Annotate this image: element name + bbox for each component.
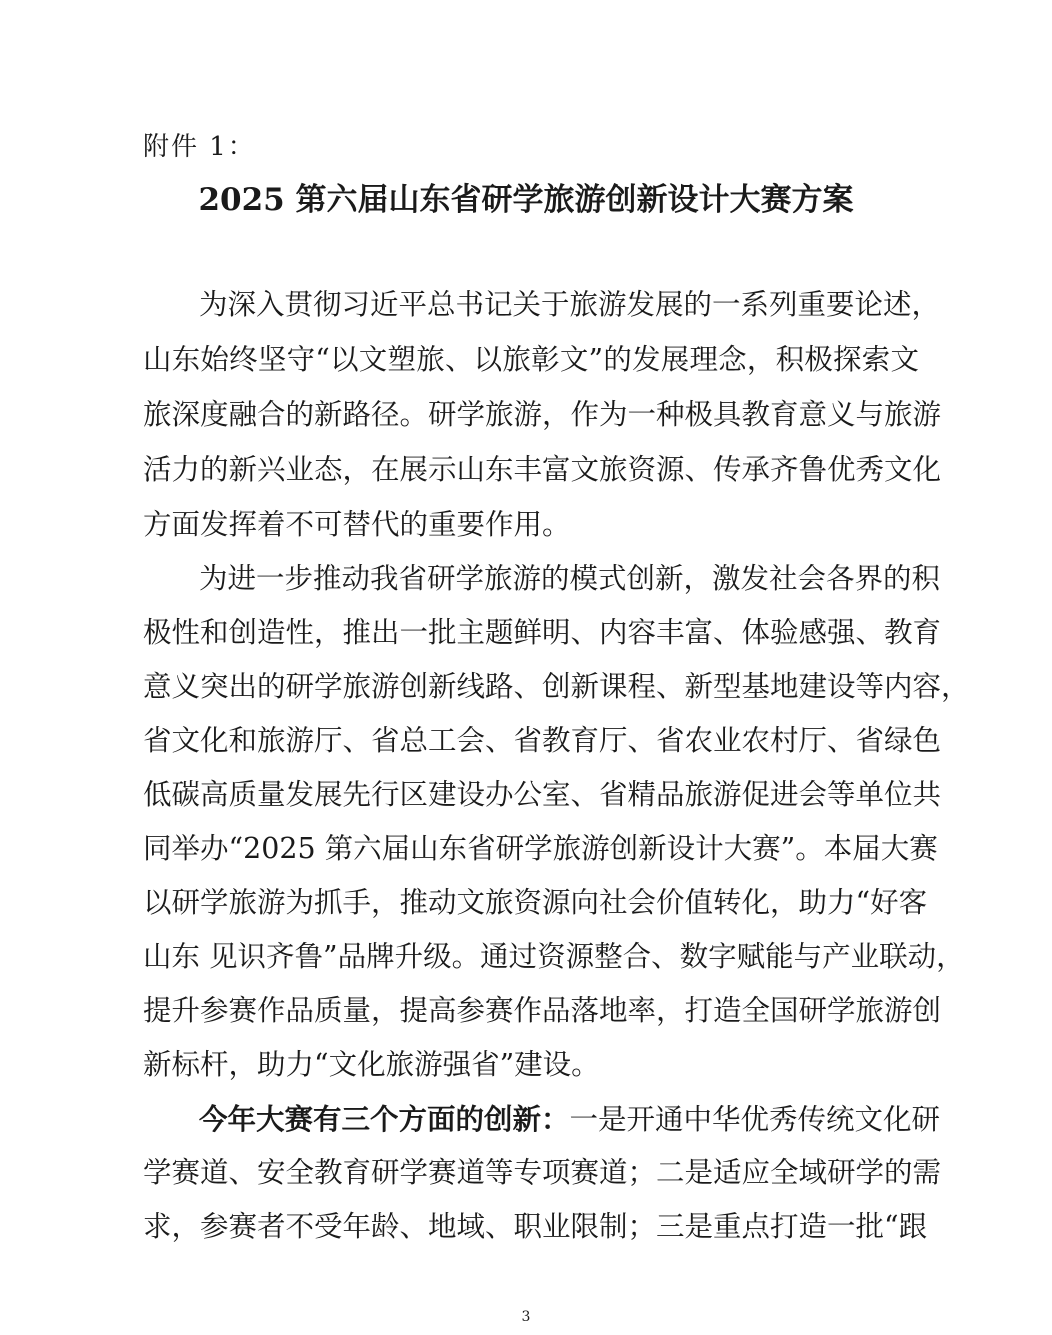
paragraph-1-line: 方面发挥着不可替代的重要作用。 <box>143 508 571 541</box>
paragraph-2-line: 新标杆，助力“文化旅游强省”建设。 <box>143 1048 600 1081</box>
paragraph-2-line: 意义突出的研学旅游创新线路、创新课程、新型基地建设等内容， <box>143 670 970 703</box>
paragraph-2-line: 山东 见识齐鲁”品牌升级。通过资源整合、数字赋能与产业联动， <box>143 940 965 973</box>
paragraph-3-first-rest: 一是开通中华优秀传统文化研 <box>569 1103 941 1136</box>
attachment-label: 附件 1： <box>143 132 256 162</box>
paragraph-3-bold-lead: 今年大赛有三个方面的创新： <box>199 1102 570 1136</box>
paragraph-1-line: 活力的新兴业态，在展示山东丰富文旅资源、传承齐鲁优秀文化 <box>143 453 942 486</box>
paragraph-2-line: 极性和创造性，推出一批主题鲜明、内容丰富、体验感强、教育 <box>143 616 942 649</box>
paragraph-1-line: 旅深度融合的新路径。研学旅游，作为一种极具教育意义与旅游 <box>143 398 942 431</box>
paragraph-3-line: 求，参赛者不受年龄、地域、职业限制；三是重点打造一批“跟 <box>143 1210 928 1243</box>
paragraph-3-line: 学赛道、安全教育研学赛道等专项赛道；二是适应全域研学的需 <box>143 1156 942 1189</box>
paragraph-2-line: 提升参赛作品质量，提高参赛作品落地率，打造全国研学旅游创 <box>143 994 942 1027</box>
paragraph-3-first-line <box>199 1099 941 1139</box>
paragraph-1-line: 为深入贯彻习近平总书记关于旅游发展的一系列重要论述， <box>199 288 941 321</box>
paragraph-2-line: 省文化和旅游厅、省总工会、省教育厅、省农业农村厅、省绿色 <box>143 724 942 757</box>
paragraph-2-line: 为进一步推动我省研学旅游的模式创新，激发社会各界的积 <box>199 562 941 595</box>
paragraph-2-line: 同举办“2025 第六届山东省研学旅游创新设计大赛”。本届大赛 <box>143 832 938 865</box>
page-number: 3 <box>521 1309 531 1325</box>
document-title: 2025 第六届山东省研学旅游创新设计大赛方案 <box>198 182 854 218</box>
paragraph-2-line: 以研学旅游为抓手，推动文旅资源向社会价值转化，助力“好客 <box>143 886 928 919</box>
paragraph-1-line: 山东始终坚守“以文塑旅、以旅彰文”的发展理念，积极探索文 <box>143 343 919 376</box>
paragraph-2-line: 低碳高质量发展先行区建设办公室、省精品旅游促进会等单位共 <box>143 778 942 811</box>
